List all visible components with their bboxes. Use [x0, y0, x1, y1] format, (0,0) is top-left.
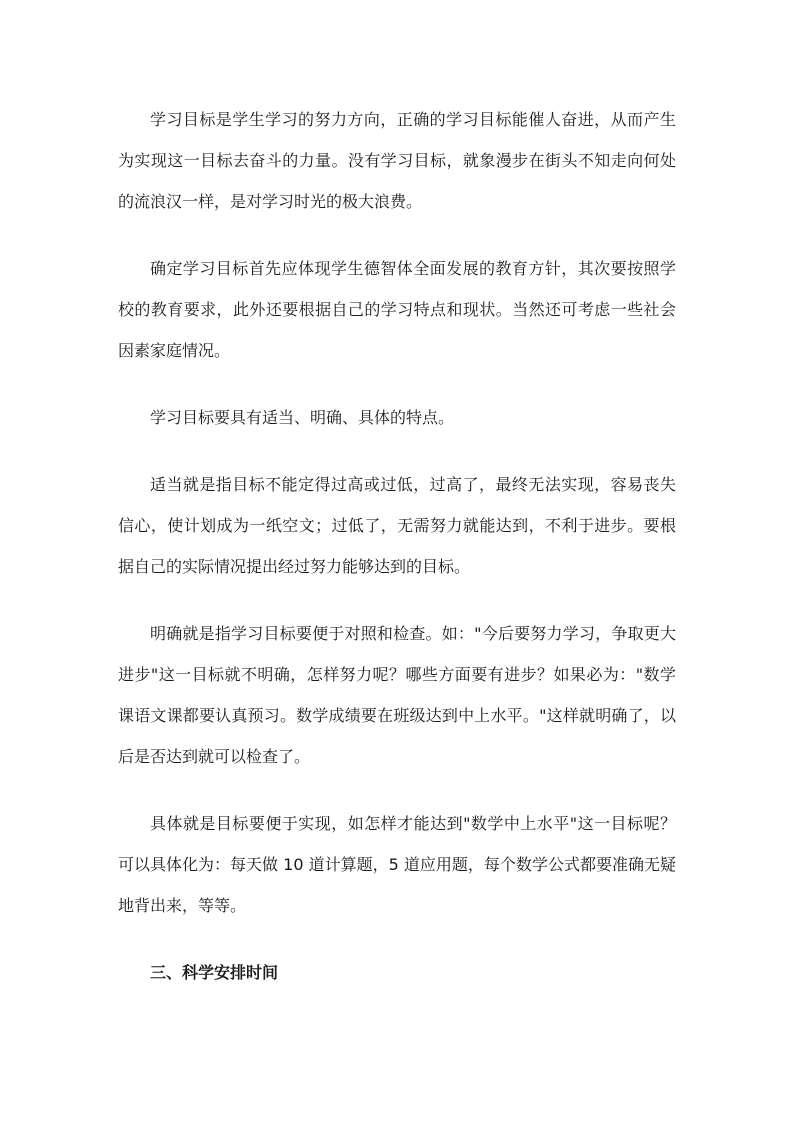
paragraph-goal-characteristics: 学习目标要具有适当、明确、具体的特点。	[150, 408, 455, 427]
paragraph-setting-goals: 确定学习目标首先应体现学生德智体全面发展的教育方针，其次要按照学校的教育要求，此外还要根据自己的学习特点和现状。当然还可考虑一些社会因素家庭情况。	[118, 259, 676, 360]
paragraph-specific-goals: 具体就是目标要便于实现，如怎样才能达到"数学中上水平"这一目标呢？可以具体化为：每天做 10 道计算题，5 道应用题，每个数学公式都要准确无疑地背出来，等等。	[118, 814, 676, 915]
paragraph-learning-goal-purpose: 学习目标是学生学习的努力方向，正确的学习目标能催人奋进，从而产生为实现这一目标去奋斗的力量。没有学习目标，就象漫步在街头不知走向何处的流浪汉一样，是对学习时光的极大浪费。	[118, 110, 676, 211]
section-heading: 三、科学安排时间	[150, 963, 279, 982]
paragraph-clear-goals: 明确就是指学习目标要便于对照和检查。如："今后要努力学习，争取更大进步"这一目标就不明确，怎样努力呢？哪些方面要有进步？如果必为："数学课语文课都要认真预习。数学成绩要在班级达到中上水平。"这样就明确了，以后是否达到就可以检查了。	[118, 624, 676, 766]
paragraph-appropriate-goals: 适当就是指目标不能定得过高或过低，过高了，最终无法实现，容易丧失信心，使计划成为一纸空文；过低了，无需努力就能达到，不利于进步。要根据自己的实际情况提出经过努力能够达到的目标。	[118, 475, 676, 576]
document-body	[118, 99, 676, 993]
